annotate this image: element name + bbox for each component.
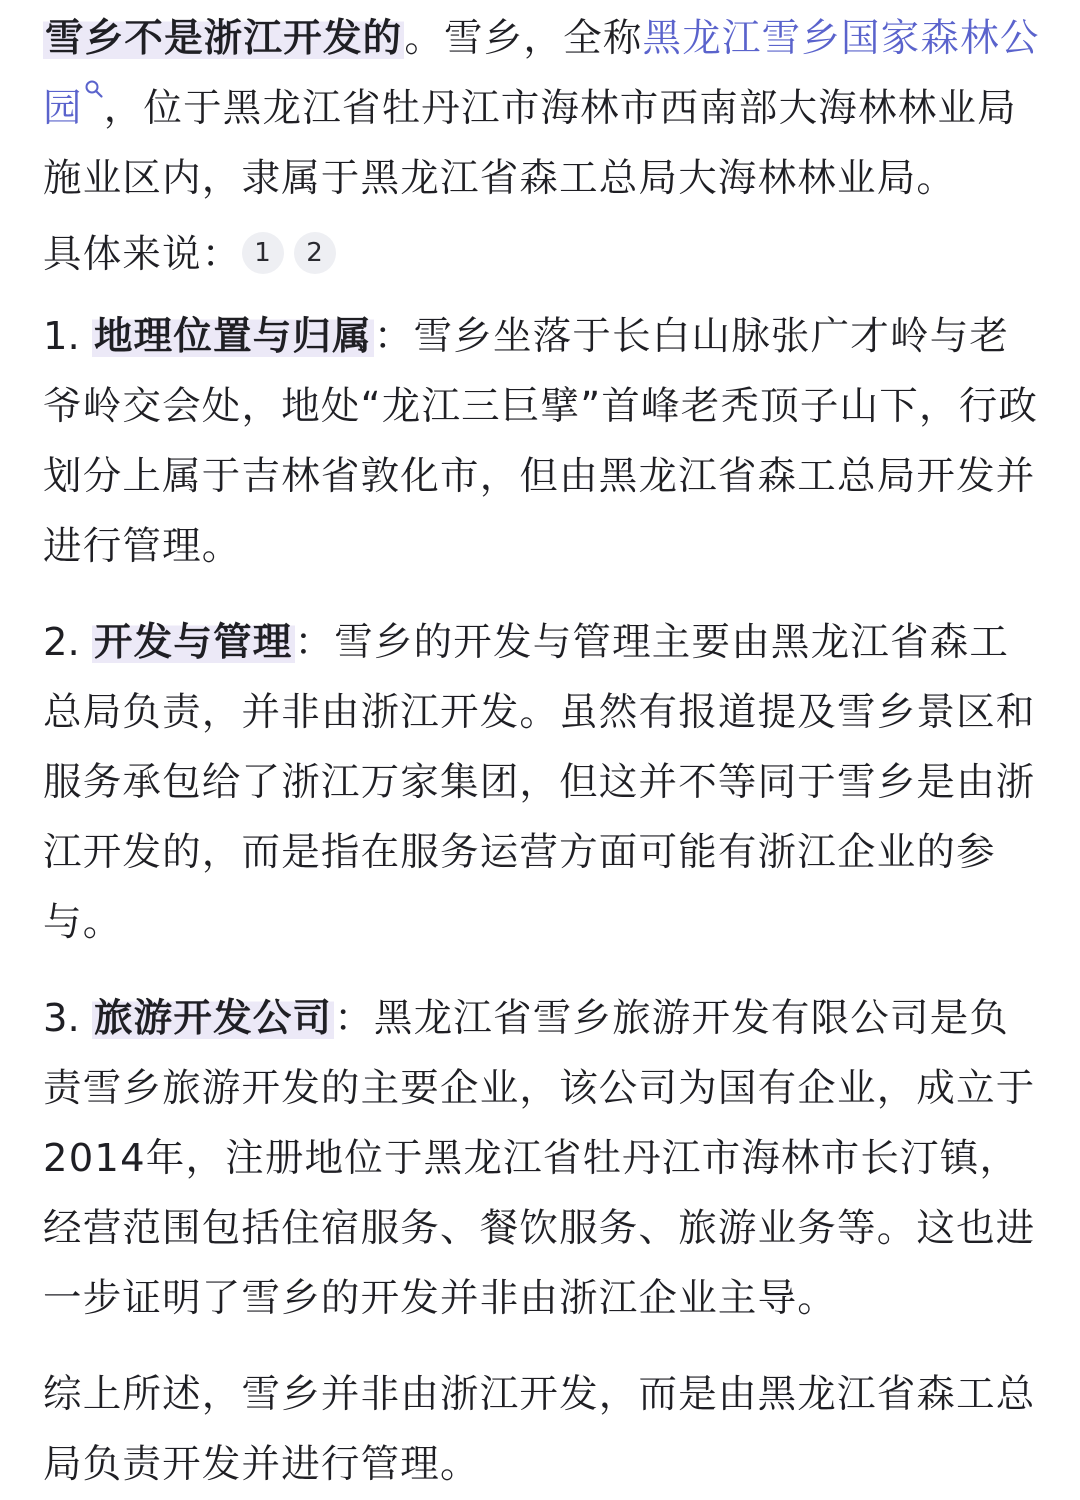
list-item-title: 地理位置与归属 (93, 314, 372, 359)
list-item-text: ：雪乡坐落于长白山脉张广才岭与老爷岭交会处，地处“龙江三巨擘”首峰老秃顶子山下，行政划分上属于吉林省敦化市，但由黑龙江省森工总局开发并进行管理。 (43, 314, 1039, 569)
specifics-line (43, 220, 1043, 290)
intro-after-lead: 。雪乡，全称 (404, 16, 643, 61)
list-item (43, 984, 1043, 1334)
list-item-text: ：雪乡的开发与管理主要由黑龙江省森工总局负责，并非由浙江开发。虽然有报道提及雪乡景区和服务承包给了浙江万家集团，但这并不等同于雪乡是由浙江开发的，而是指在服务运营方面可能有浙江企业的参与。 (43, 620, 1036, 945)
list-item (43, 608, 1043, 958)
intro-paragraph (43, 4, 1043, 214)
list-item (43, 302, 1043, 582)
list-item-number: 2. (43, 620, 92, 665)
reference-badge[interactable]: 2 (294, 232, 336, 274)
list-item-number: 1. (43, 314, 92, 359)
list-item-title: 开发与管理 (93, 620, 293, 665)
list-item-number: 3. (43, 996, 92, 1041)
search-icon[interactable] (84, 79, 104, 99)
park-link-text[interactable]: 黑龙江雪乡国家森林公园 (43, 16, 1040, 131)
list-item-text: ：黑龙江省雪乡旅游开发有限公司是负责雪乡旅游开发的主要企业，该公司为国有企业，成立于2014年，注册地位于黑龙江省牡丹江市海林市长汀镇，经营范围包括住宿服务、餐饮服务、旅游业务等。这也进一步证明了雪乡的开发并非由浙江企业主导。 (43, 996, 1036, 1321)
intro-rest: ，位于黑龙江省牡丹江市海林市西南部大海林林业局施业区内，隶属于黑龙江省森工总局大海林林业局。 (43, 86, 1017, 201)
summary-paragraph: 综上所述，雪乡并非由浙江开发，而是由黑龙江省森工总局负责开发并进行管理。 (43, 1372, 1036, 1487)
list-item-title: 旅游开发公司 (93, 996, 333, 1041)
reference-badge[interactable]: 1 (242, 232, 284, 274)
answer-content (43, 4, 1043, 1500)
specifics-label: 具体来说： (43, 232, 242, 277)
intro-bold-lead: 雪乡不是浙江开发的 (45, 16, 403, 61)
